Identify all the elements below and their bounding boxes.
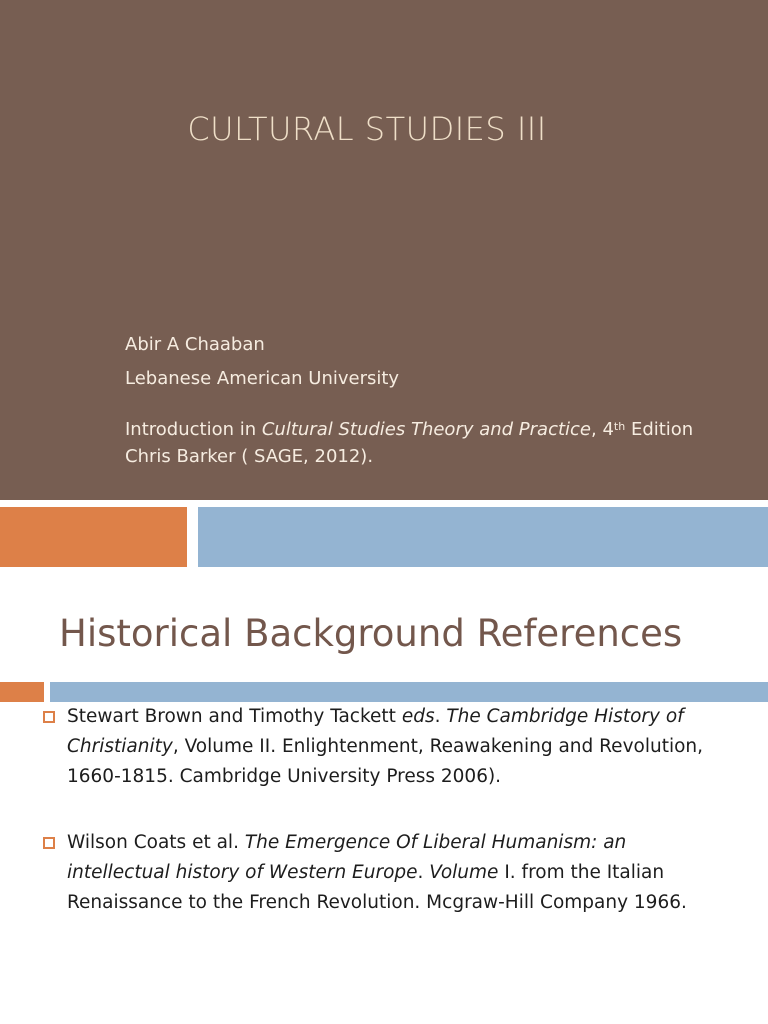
blue-accent-bar bbox=[198, 507, 768, 567]
reference-details: , Volume II. Enlightenment, Reawakening and Revolution, 1660-1815. Cambridge University Press 2006). bbox=[67, 736, 704, 787]
reference-item bbox=[40, 702, 730, 792]
citation-edition: , 4 bbox=[591, 419, 614, 440]
citation-prefix: Introduction in bbox=[125, 419, 262, 440]
hollow-square-bullet-icon bbox=[43, 711, 55, 723]
reference-authors: Wilson Coats et al. bbox=[67, 832, 245, 853]
references-slide-title: Historical Background References bbox=[59, 612, 683, 655]
reference-separator: . bbox=[417, 862, 430, 883]
reference-title: The Emergence Of Liberal Humanism: an intellectual history of Western Europe bbox=[67, 832, 627, 883]
hollow-square-bullet-icon bbox=[43, 837, 55, 849]
orange-accent-bar bbox=[0, 507, 187, 567]
citation-edition-suffix: Edition bbox=[625, 419, 694, 440]
blue-divider-bar bbox=[50, 682, 768, 702]
title-slide-subtitle bbox=[125, 328, 755, 470]
reference-item bbox=[40, 828, 730, 918]
author-name: Abir A Chaaban bbox=[125, 334, 265, 355]
institution-name: Lebanese American University bbox=[125, 368, 400, 389]
reference-eds: eds bbox=[401, 706, 435, 727]
reference-separator: . bbox=[434, 706, 447, 727]
citation bbox=[125, 416, 755, 470]
reference-list bbox=[40, 702, 730, 918]
slide-title: CULTURAL STUDIES III bbox=[187, 110, 547, 148]
reference-title: The Cambridge History of Christianity bbox=[67, 706, 684, 757]
reference-volume: Volume bbox=[429, 862, 499, 883]
citation-author: Chris Barker ( SAGE, 2012). bbox=[125, 446, 374, 467]
reference-authors: Stewart Brown and Timothy Tackett bbox=[67, 706, 402, 727]
reference-details: I. from the Italian Renaissance to the French Revolution. Mcgraw-Hill Company 1966. bbox=[67, 862, 687, 913]
orange-divider-bar bbox=[0, 682, 44, 702]
citation-edition-sup: th bbox=[613, 420, 626, 433]
citation-book-title: Cultural Studies Theory and Practice bbox=[261, 419, 592, 440]
